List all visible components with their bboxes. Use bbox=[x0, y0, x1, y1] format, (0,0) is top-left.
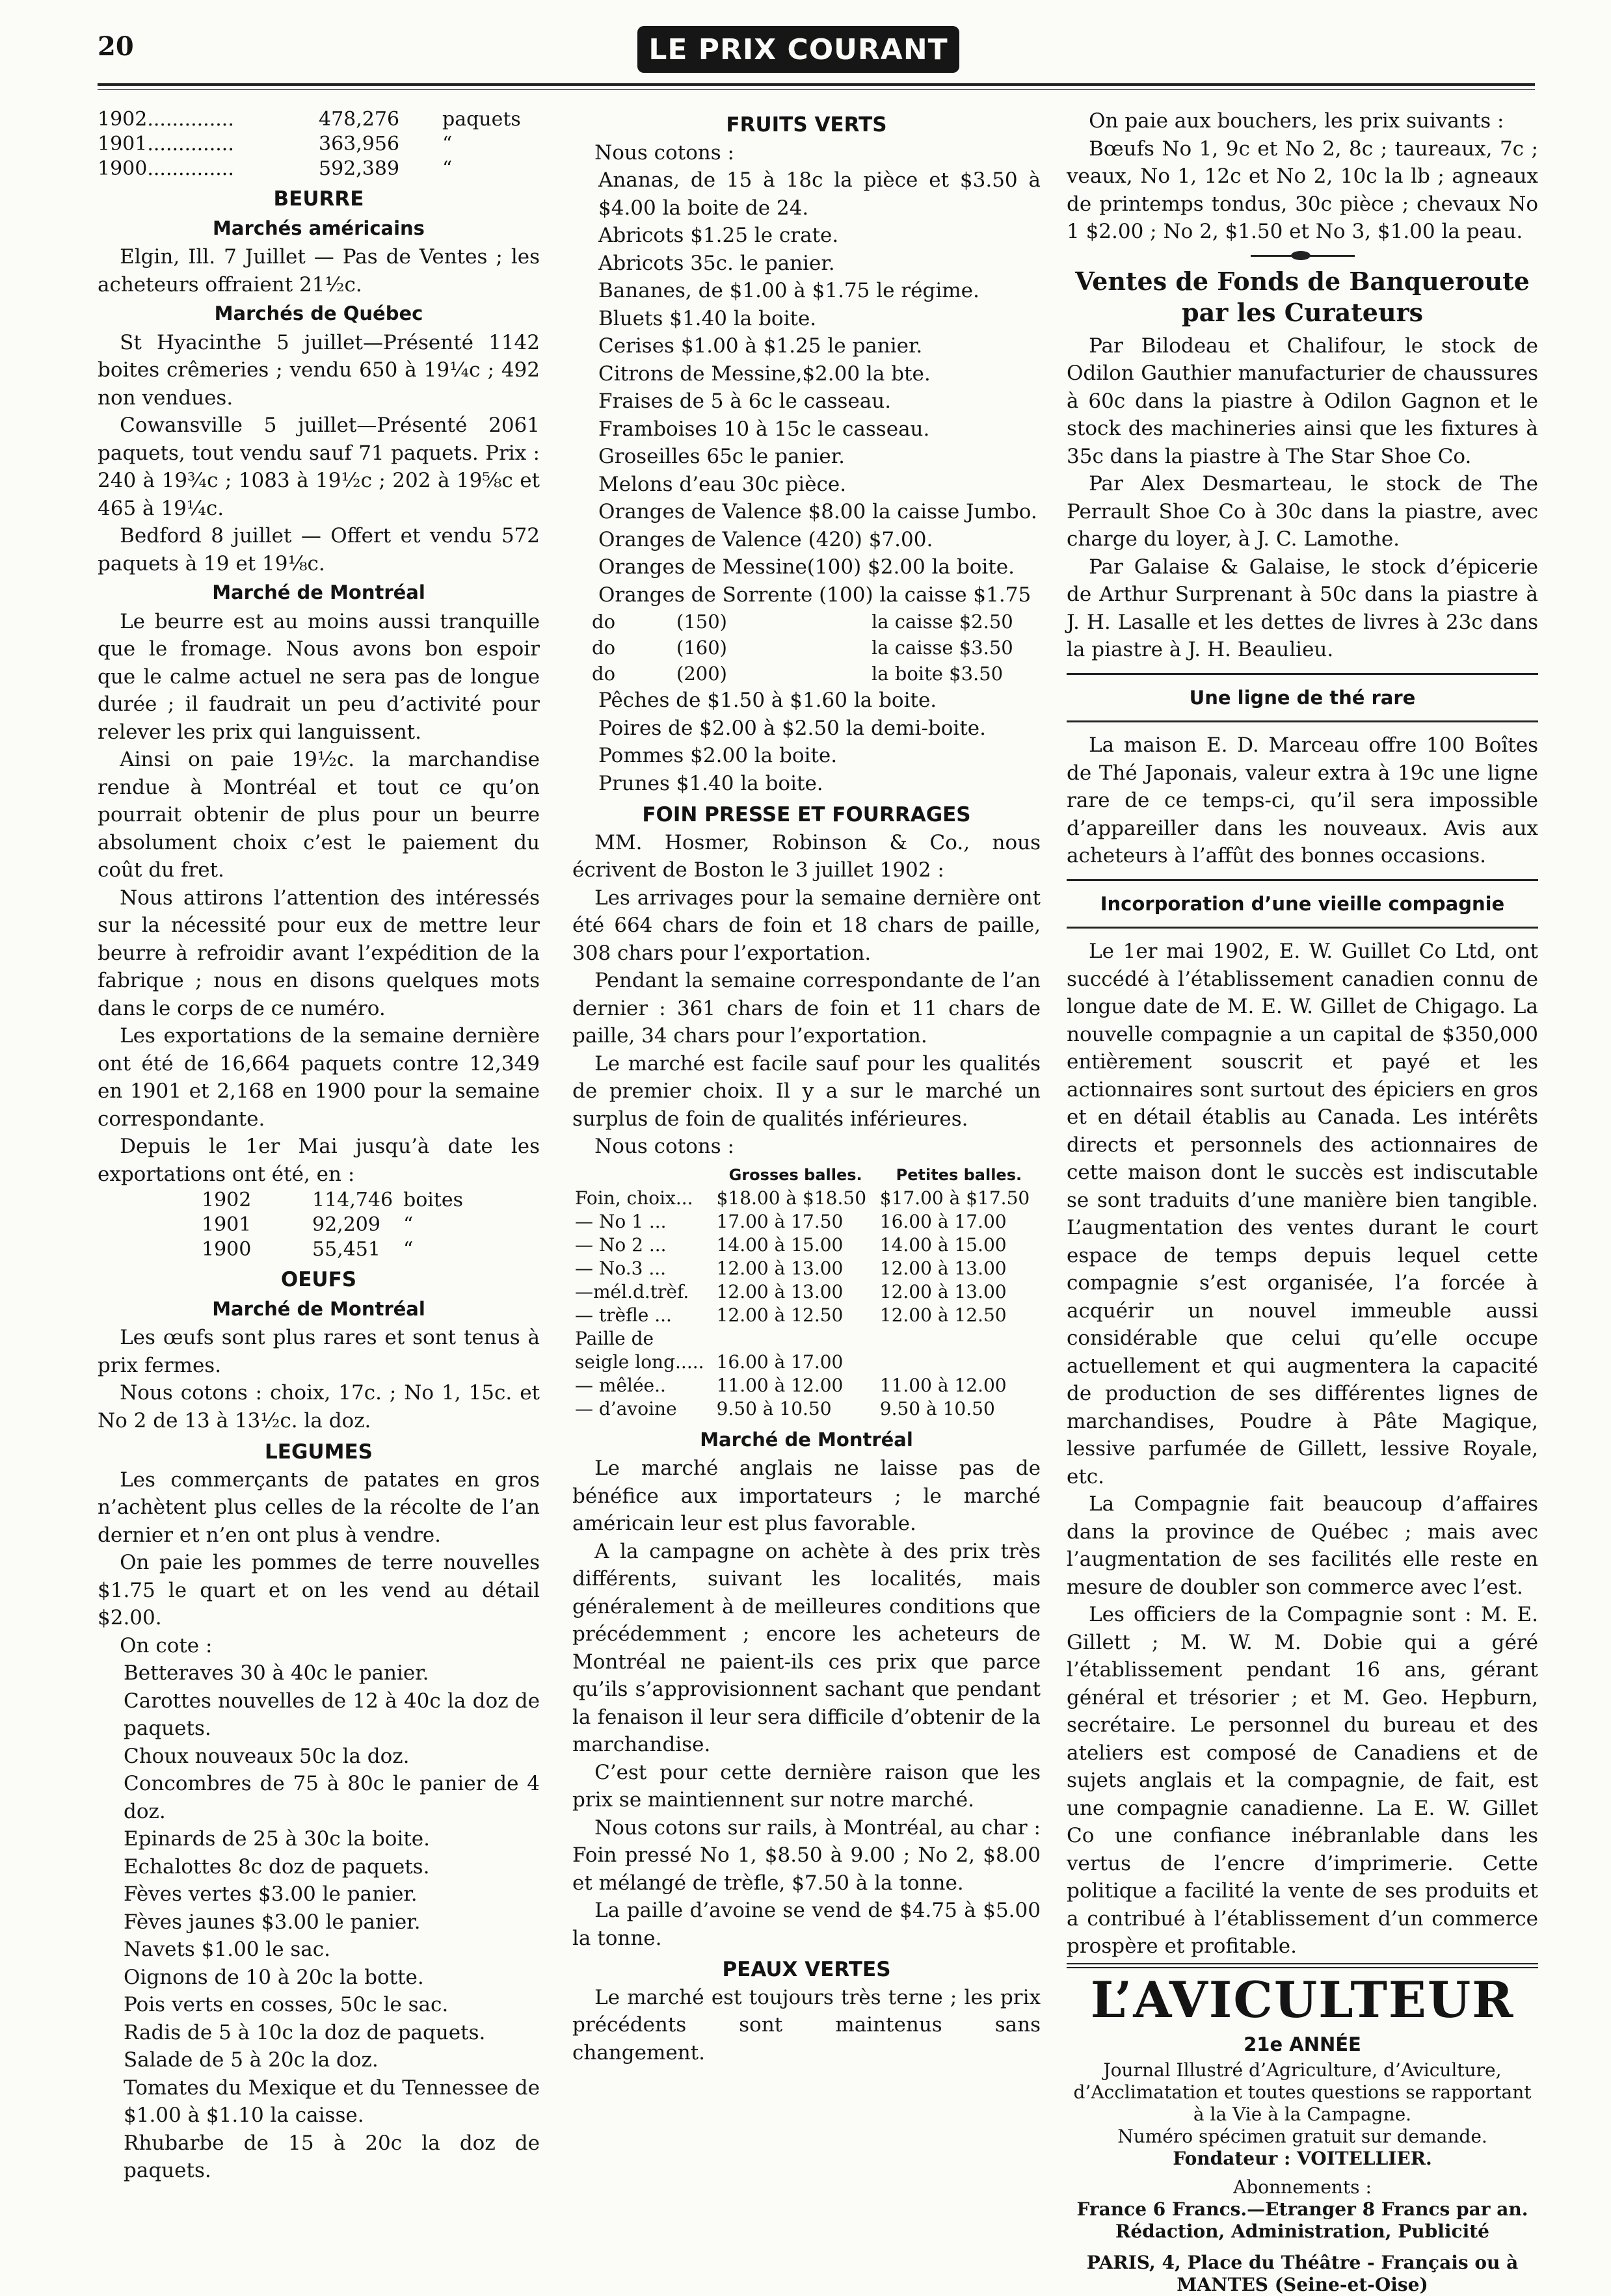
price-cell: la caisse $2.50 bbox=[872, 611, 1013, 633]
foin-label: Foin, choix... bbox=[575, 1187, 693, 1209]
do-cell: do bbox=[592, 637, 616, 659]
fruits-price-list-2 bbox=[572, 687, 1041, 797]
list-item: Prunes $1.40 la boite. bbox=[598, 771, 823, 795]
ad-address: PARIS, 4, Place du Théâtre - Français ou à MANTES (Seine-et-Oise) bbox=[1086, 2252, 1519, 2295]
stat-unit: “ bbox=[403, 1213, 414, 1236]
paragraph: Par Galaise & Galaise, le stock d’épicerie de Arthur Surprenant à 50c dans la piastre à J. H. Lasalle et les dettes de livres à 23c dans la piastre à J. H. Beaulieu. bbox=[1067, 555, 1538, 661]
foin-petites: $17.00 à $17.50 bbox=[879, 1187, 1030, 1209]
list-item: Tomates du Mexique et du Tennessee de $1.00 à $1.10 la caisse. bbox=[124, 2076, 540, 2127]
count-cell: (150) bbox=[676, 611, 727, 633]
section-title-foin: FOIN PRESSE ET FOURRAGES bbox=[642, 803, 971, 826]
column-3 bbox=[1067, 107, 1538, 2296]
foin-petites: 12.00 à 13.00 bbox=[879, 1257, 1007, 1279]
list-item: Bluets $1.40 la boite. bbox=[598, 306, 817, 330]
page-number: 20 bbox=[98, 31, 134, 62]
list-item: Oranges de Messine(100) $2.00 la boite. bbox=[598, 555, 1015, 579]
paragraph: Nous cotons sur rails, à Montréal, au char : Foin pressé No 1, $8.50 à 9.00 ; No 2, $8.00 et mélangé de trèfle, $7.50 à la tonne. bbox=[572, 1815, 1041, 1895]
list-item: Fèves jaunes $3.00 le panier. bbox=[124, 1910, 421, 1934]
foin-price-table bbox=[572, 1163, 1041, 1421]
paragraph: Par Bilodeau et Chalifour, le stock de Odilon Gauthier manufacturier de chaussures à 60c dans la piastre à Odilon Gagnon et le stock des machineries ainsi que les fixtures à 35c dans la piastre à The Star Shoe Co. bbox=[1067, 334, 1538, 468]
stat-unit: “ bbox=[403, 1238, 414, 1261]
list-item: Bananes, de $1.00 à $1.75 le régime. bbox=[598, 279, 979, 302]
stat-row bbox=[98, 132, 540, 157]
table-row bbox=[572, 635, 1041, 661]
header-rule-thin bbox=[98, 89, 1535, 90]
stat-value: 592,389 bbox=[319, 157, 400, 180]
list-item: Oranges de Valence (420) $7.00. bbox=[598, 527, 933, 551]
beurre-export-stats-table bbox=[98, 1188, 540, 1262]
table-row bbox=[572, 1351, 1041, 1374]
column-2 bbox=[572, 107, 1041, 2066]
table-row bbox=[572, 1304, 1041, 1327]
list-item: Concombres de 75 à 80c le panier de 4 doz. bbox=[124, 1772, 540, 1823]
fruits-price-list bbox=[572, 166, 1041, 609]
table-row bbox=[572, 1374, 1041, 1397]
stat-value: 114,746 bbox=[312, 1189, 393, 1211]
count-cell: (160) bbox=[676, 637, 727, 659]
foin-petites: 12.00 à 13.00 bbox=[879, 1280, 1007, 1302]
subtitle-marches-americains: Marchés américains bbox=[213, 217, 425, 239]
foin-header-petites: Petites balles. bbox=[896, 1165, 1022, 1184]
paragraph: Le 1er mai 1902, E. W. Guillet Co Ltd, ont succédé à l’établissement canadien connu de longue date de M. E. W. Gillet de Chigago. La nouvelle compagnie a un capital de $350,000 entièrement souscrit et payé et les actionnaires sont surtout des épiciers en gros et en détail établis au Canada. Les intérêts directs et personnels des actionnaires de cette maison dont le succès est indiscutable se sont traduits d’une manière bien tangible. L’augmentation des ventes durant le court espace de temps depuis lequel cette compagnie s’est organisée, l’a forcée à acquérir un nouvel immeuble aussi considérable que celui qu’elle occupe actuellement et qui augmentera la capacité de production de ses différentes lignes de marchandises, Poudre à Pâte Magique, lessive parfumée de Gillett, lessive Royale, etc. bbox=[1067, 940, 1538, 1488]
table-row bbox=[572, 609, 1041, 635]
table-row bbox=[572, 1257, 1041, 1280]
list-item: Echalottes 8c doz de paquets. bbox=[124, 1854, 430, 1879]
list-item: Fèves vertes $3.00 le panier. bbox=[124, 1882, 418, 1906]
list-item: Citrons de Messine,$2.00 la bte. bbox=[598, 362, 931, 386]
paragraph: Elgin, Ill. 7 Juillet — Pas de Ventes ; les acheteurs offraient 21½c. bbox=[98, 245, 540, 297]
list-item: Cerises $1.00 à $1.25 le panier. bbox=[598, 334, 923, 358]
list-item: Abricots 35c. le panier. bbox=[598, 251, 835, 275]
foin-grosses: 9.50 à 10.50 bbox=[716, 1397, 832, 1419]
stat-value: 478,276 bbox=[319, 108, 400, 131]
section-divider bbox=[1251, 255, 1355, 257]
price-cell: la caisse $3.50 bbox=[872, 637, 1013, 659]
stat-value: 92,209 bbox=[312, 1213, 380, 1236]
paragraph: Les exportations de la semaine dernière ont été de 16,664 paquets contre 12,349 en 1901 et 2,168 en 1900 pour la semaine correspondante. bbox=[98, 1024, 540, 1131]
foin-label: — mêlée.. bbox=[575, 1374, 666, 1396]
list-item: Poires de $2.00 à $2.50 la demi-boite. bbox=[598, 716, 986, 740]
foin-petites bbox=[877, 1351, 1041, 1374]
foin-label: — trèfle ... bbox=[575, 1304, 672, 1326]
paragraph: Pendant la semaine correspondante de l’an dernier : 361 chars de foin et 11 chars de paille, 34 chars pour l’exportation. bbox=[572, 969, 1041, 1048]
table-row bbox=[572, 1234, 1041, 1257]
paragraph: La paille d’avoine se vend de $4.75 à $5.00 la tonne. bbox=[572, 1899, 1041, 1950]
foin-grosses: 14.00 à 15.00 bbox=[716, 1234, 844, 1256]
ad-specimen: Numéro spécimen gratuit sur demande. bbox=[1117, 2126, 1487, 2147]
list-item: Fraises de 5 à 6c le casseau. bbox=[598, 389, 892, 413]
foin-grosses: 12.00 à 13.00 bbox=[716, 1280, 844, 1302]
paragraph: Le marché est facile sauf pour les qualités de premier choix. Il y a sur le marché un surplus de foin de qualités inférieures. bbox=[572, 1051, 1041, 1131]
section-rule bbox=[1067, 879, 1538, 881]
stat-row bbox=[98, 157, 540, 181]
list-item: Pêches de $1.50 à $1.60 la boite. bbox=[598, 689, 937, 712]
stat-row bbox=[124, 1237, 540, 1262]
foin-grosses bbox=[714, 1327, 877, 1351]
paragraph: On paie les pommes de terre nouvelles $1.75 le quart et on les vend au détail $2.00. bbox=[98, 1551, 540, 1630]
section-title-fruits: FRUITS VERTS bbox=[726, 113, 887, 137]
paragraph: St Hyacinthe 5 juillet—Présenté 1142 boites crêmeries ; vendu 650 à 19¼c ; 492 non vendues. bbox=[98, 330, 540, 410]
ad-rule-top-2 bbox=[1067, 1967, 1538, 1968]
section-title-oeufs: OEUFS bbox=[280, 1268, 357, 1291]
paragraph: Depuis le 1er Mai jusqu’à date les exportations ont été, en : bbox=[98, 1135, 540, 1186]
column-1 bbox=[98, 107, 540, 2185]
foin-grosses: 17.00 à 17.50 bbox=[716, 1210, 844, 1232]
section-rule bbox=[1067, 720, 1538, 722]
stat-value: 55,451 bbox=[312, 1238, 380, 1261]
stat-spacer bbox=[124, 1188, 202, 1213]
list-item: Carottes nouvelles de 12 à 40c la doz de paquets. bbox=[124, 1689, 540, 1740]
export-stats-table bbox=[98, 107, 540, 181]
list-item: Pois verts en cosses, 50c le sac. bbox=[124, 1993, 449, 2016]
ad-abonnements: Abonnements : bbox=[1233, 2176, 1372, 2198]
foin-label: — No 1 ... bbox=[575, 1210, 667, 1232]
legumes-price-list bbox=[98, 1659, 540, 2185]
paragraph: Bedford 8 juillet — Offert et vendu 572 paquets à 19 et 19⅛c. bbox=[98, 524, 540, 575]
do-cell: do bbox=[592, 611, 616, 633]
foin-label: — d’avoine bbox=[575, 1397, 677, 1419]
foin-grosses: $18.00 à $18.50 bbox=[716, 1187, 867, 1209]
section-title-the: Une ligne de thé rare bbox=[1189, 686, 1416, 709]
do-cell: do bbox=[592, 663, 616, 685]
foin-grosses: 12.00 à 13.00 bbox=[716, 1257, 844, 1279]
foin-label: — No 2 ... bbox=[575, 1234, 667, 1256]
ad-prices: France 6 Francs.—Etranger 8 Francs par an. bbox=[1076, 2198, 1528, 2220]
paragraph: Le beurre est au moins aussi tranquille que le fromage. Nous avons bon espoir que le calme actuel ne sera pas de longue durée ; il faudrait un peu d’activité pour relever les prix qui languissent. bbox=[98, 609, 540, 744]
paragraph: Par Alex Desmarteau, le stock de The Perrault Shoe Co à 30c dans la piastre, avec charge du loyer, à J. C. Lamothe. bbox=[1067, 472, 1538, 551]
foin-grosses: 11.00 à 12.00 bbox=[716, 1374, 844, 1396]
list-item: Rhubarbe de 15 à 20c la doz de paquets. bbox=[124, 2131, 540, 2182]
section-title-legumes: LEGUMES bbox=[265, 1440, 373, 1464]
stat-unit: “ bbox=[442, 133, 453, 155]
list-item: Oranges de Valence $8.00 la caisse Jumbo. bbox=[598, 500, 1037, 523]
foin-petites: 9.50 à 10.50 bbox=[879, 1397, 995, 1419]
stat-unit: “ bbox=[442, 157, 453, 180]
list-item: Ananas, de 15 à 18c la pièce et $3.50 à $4.00 la boite de 24. bbox=[598, 168, 1041, 220]
paragraph: C’est pour cette dernière raison que les prix se maintiennent sur notre marché. bbox=[572, 1760, 1041, 1812]
paragraph: Nous cotons : bbox=[594, 140, 734, 165]
stat-year: 1902.............. bbox=[98, 108, 234, 131]
count-cell: (200) bbox=[676, 663, 727, 685]
stat-row bbox=[124, 1213, 540, 1237]
list-item: Salade de 5 à 20c la doz. bbox=[124, 2048, 379, 2072]
stat-spacer bbox=[124, 1237, 202, 1262]
section-title-ventes: Ventes de Fonds de Banqueroute par les Curateurs bbox=[1075, 266, 1530, 327]
stat-row bbox=[124, 1188, 540, 1213]
list-item: Pommes $2.00 la boite. bbox=[598, 744, 838, 767]
paragraph: On cote : bbox=[120, 1633, 213, 1657]
foin-header-grosses: Grosses balles. bbox=[728, 1165, 862, 1184]
table-row bbox=[572, 1327, 1041, 1351]
paragraph: Le marché anglais ne laisse pas de bénéfice aux importateurs ; le marché américain leur est plus favorable. bbox=[572, 1457, 1041, 1535]
list-item: Oignons de 10 à 20c la botte. bbox=[124, 1965, 424, 1989]
paragraph: Cowansville 5 juillet—Présenté 2061 paquets, tout vendu sauf 71 paquets. Prix : 240 à 19¾c ; 1083 à 19½c ; 202 à 19⅝c et 465 à 19¼c. bbox=[98, 414, 540, 520]
paragraph: On paie aux bouchers, les prix suivants : bbox=[1089, 109, 1504, 133]
paragraph: La maison E. D. Marceau offre 100 Boîtes de Thé Japonais, valeur extra à 19c une ligne rare de ce temps-ci, qu’il sera impossible d’appareiller dans les nouveaux. Avis aux acheteurs à l’affût des bonnes occasions. bbox=[1067, 733, 1538, 867]
paragraph: Ainsi on paie 19½c. la marchandise rendue à Montréal et tout ce qu’on pourrait obtenir de plus pour un beurre absolument choix c’est le paiement du coût du fret. bbox=[98, 748, 540, 882]
ad-title-aviculteur: L’AVICULTEUR bbox=[1090, 1970, 1515, 2029]
foin-petites: 14.00 à 15.00 bbox=[879, 1234, 1007, 1256]
list-item: Radis de 5 à 10c la doz de paquets. bbox=[124, 2020, 486, 2044]
stat-year: 1901.............. bbox=[98, 133, 234, 155]
section-title-beurre: BEURRE bbox=[273, 187, 364, 211]
paragraph: Nous cotons : bbox=[594, 1135, 734, 1158]
section-rule bbox=[1067, 927, 1538, 929]
list-item: Navets $1.00 le sac. bbox=[124, 1938, 331, 1961]
paragraph: Les commerçants de patates en gros n’achètent plus celles de la récolte de l’an dernier et n’en ont plus à vendre. bbox=[98, 1468, 540, 1547]
ad-rule-top bbox=[1067, 1963, 1538, 1964]
stat-year: 1900 bbox=[202, 1238, 252, 1261]
list-item: Choux nouveaux 50c la doz. bbox=[124, 1744, 410, 1768]
foin-grosses: 16.00 à 17.00 bbox=[716, 1351, 844, 1373]
ad-founder: Fondateur : VOITELLIER. bbox=[1173, 2148, 1432, 2169]
masthead-logo: LE PRIX COURANT bbox=[637, 26, 959, 73]
foin-grosses: 12.00 à 12.50 bbox=[716, 1304, 844, 1326]
list-item: Epinards de 25 à 30c la boite. bbox=[124, 1827, 430, 1851]
table-row bbox=[572, 1280, 1041, 1304]
paragraph: La Compagnie fait beaucoup d’affaires dans la province de Québec ; mais avec l’augmentation de ses facilités elle reste en mesure de doubler son commerce avec l’est. bbox=[1067, 1492, 1538, 1599]
list-item: Oranges de Sorrente (100) la caisse $1.75 bbox=[598, 583, 1032, 607]
paragraph: Les officiers de la Compagnie sont : M. E. Gillett ; M. W. M. Dobie qui a géré l’établissement pendant 16 ans, gérant général et trésorier ; et M. Geo. Hepburn, secrétaire. Le personnel du bureau et des ateliers est composé de Canadiens et de sujets anglais et la compagnie, de fait, est une compagnie canadienne. La E. W. Gillet Co une confiance inébranlable dans les vertus de l’encre d’imprimerie. Cette politique a facilité la vente de ses produits et a contribué à l’établissement d’un commerce prospère et profitable. bbox=[1067, 1603, 1538, 1958]
foin-petites: 11.00 à 12.00 bbox=[879, 1374, 1007, 1396]
ad-year: 21e ANNÉE bbox=[1244, 2033, 1361, 2055]
sorrente-price-table bbox=[572, 609, 1041, 687]
price-cell: la boite $3.50 bbox=[872, 663, 1004, 685]
list-item: Framboises 10 à 15c le casseau. bbox=[598, 417, 930, 441]
subtitle-oeufs-montreal: Marché de Montréal bbox=[212, 1297, 425, 1320]
table-row bbox=[572, 1397, 1041, 1421]
stat-value: 363,956 bbox=[319, 133, 400, 155]
table-row bbox=[572, 1210, 1041, 1234]
stat-row bbox=[98, 107, 540, 132]
ad-redaction: Rédaction, Administration, Publicité bbox=[1115, 2221, 1489, 2242]
stat-year: 1901 bbox=[202, 1213, 252, 1236]
foin-petites bbox=[877, 1327, 1041, 1351]
stat-spacer bbox=[124, 1213, 202, 1237]
header-rule bbox=[98, 83, 1535, 86]
paragraph: MM. Hosmer, Robinson & Co., nous écrivent de Boston le 3 juillet 1902 : bbox=[572, 830, 1041, 882]
section-title-incorporation: Incorporation d’une vieille compagnie bbox=[1100, 892, 1505, 915]
subtitle-foin-montreal: Marché de Montréal bbox=[700, 1428, 913, 1451]
paragraph: Bœufs No 1, 9c et No 2, 8c ; taureaux, 7c ; veaux, No 1, 12c et No 2, 10c la lb ; agneaux de printemps tondus, 30c pièce ; chevaux No 1 $2.00 ; No 2, $1.50 et No 3, $1.00 la peau. bbox=[1067, 137, 1538, 243]
table-row bbox=[572, 661, 1041, 687]
section-title-peaux: PEAUX VERTES bbox=[722, 1958, 891, 1981]
stat-unit: boites bbox=[403, 1189, 464, 1211]
stat-year: 1902 bbox=[202, 1189, 252, 1211]
list-item: Melons d’eau 30c pièce. bbox=[598, 472, 847, 496]
stat-unit: paquets bbox=[442, 108, 521, 131]
paragraph: Nous cotons : choix, 17c. ; No 1, 15c. et No 2 de 13 à 13½c. la doz. bbox=[98, 1381, 540, 1432]
foin-label: Paille de bbox=[575, 1327, 654, 1349]
paragraph: Nous attirons l’attention des intéressés sur la nécessité pour eux de mettre leur beurre à refroidir avant l’expédition de la fabrique ; nous en disons quelques mots dans le corps de ce numéro. bbox=[98, 886, 540, 1020]
ad-description: Journal Illustré d’Agriculture, d’Aviculture, d’Acclimatation et toutes questions se rapportant à la Vie à la Campagne. bbox=[1073, 2059, 1532, 2125]
foin-petites: 16.00 à 17.00 bbox=[879, 1210, 1007, 1232]
foin-label: seigle long..... bbox=[575, 1351, 704, 1373]
list-item: Betteraves 30 à 40c le panier. bbox=[124, 1661, 429, 1685]
foin-label: — No.3 ... bbox=[575, 1257, 667, 1279]
paragraph: Les arrivages pour la semaine dernière ont été 664 chars de foin et 18 chars de paille, 308 chars pour l’exportation. bbox=[572, 886, 1041, 965]
subtitle-marches-quebec: Marchés de Québec bbox=[214, 302, 423, 324]
paragraph: A la campagne on achète à des prix très différents, suivant les localités, mais généralement à de meilleures conditions que précédemment ; encore les acheteurs de Montréal ne paient-ils ces prix que parce qu’ils s’approvisionnent sachant que pendant la fenaison il leur sera difficile d’obtenir de la marchandise. bbox=[572, 1539, 1041, 1756]
list-item: Groseilles 65c le panier. bbox=[598, 445, 845, 468]
list-item: Abricots $1.25 le crate. bbox=[598, 224, 839, 247]
paragraph: Les œufs sont plus rares et sont tenus à prix fermes. bbox=[98, 1326, 540, 1377]
stat-year: 1900.............. bbox=[98, 157, 234, 180]
section-rule bbox=[1067, 673, 1538, 675]
foin-petites: 12.00 à 12.50 bbox=[879, 1304, 1007, 1326]
subtitle-marche-montreal: Marché de Montréal bbox=[212, 581, 425, 603]
table-row bbox=[572, 1187, 1041, 1210]
paragraph: Le marché est toujours très terne ; les prix précédents sont maintenus sans changement. bbox=[572, 1985, 1041, 2065]
foin-label: —mél.d.trèf. bbox=[575, 1280, 689, 1302]
